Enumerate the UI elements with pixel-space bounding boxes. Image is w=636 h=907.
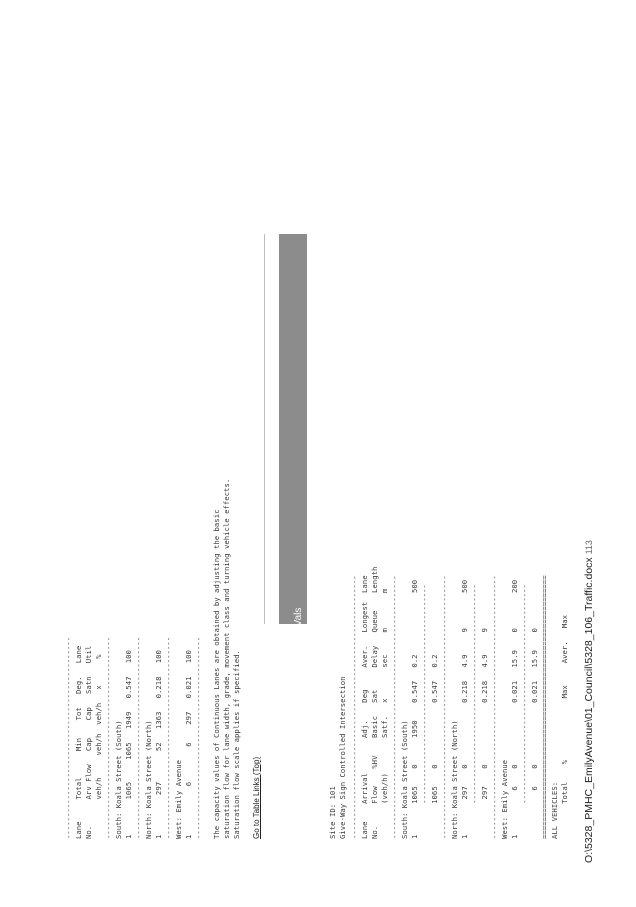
section-banner-text bbox=[281, 237, 305, 837]
page-footer bbox=[583, 540, 595, 863]
section-banner bbox=[279, 234, 307, 839]
lane-use-capacity-table: ---------------------------------------------- Lane Total Min Tot Deg. Lane No. Arv Flow Cap Cap Satn Util veh/h veh/h veh/h x % ---------------------------------------------- South: Koala Street (South) 1 1065 1065 1949 0.547 100 ---------------------------------------------- North: Koala Street (North) 1 297 52 1363 0.218 100 ---------------------------------------------- West: Emily Avenue 1 6 6 297 0.021 100 ---------------------------------------------- bbox=[64, 636, 203, 839]
section-site: Site: Emily Road PM 2039 Not Developed GHDVals bbox=[293, 607, 304, 837]
section-divider bbox=[264, 234, 265, 624]
section-title: Lane, Approach and Intersection Performance bbox=[281, 632, 292, 837]
document-path: O:\5328_PMHC_EmilyAvenue\01_Council\5328_106_Traffic.docx bbox=[583, 557, 595, 863]
lane-performance-table: ------------------------------------------------------------ Lane Arrival Adj. Deg Aver. Longest Lane No. Flow %HV Basic Sat Delay Queue Length (veh/h) Satf. x sec m m ------------------------------------------------------------ South: Koala Street (South) 1 1065 0 1950 0.547 0.2 500 -------------------------------------------------- 1065 0 0.547 0.2 ------------------------------------------------------------ North: Koala Street (North) 1 297 0 0.218 4.9 9 500 -------------------------------------------------- 297 0 0.218 4.9 9 ------------------------------------------------------------ West: Emily Avenue 1 6 0 0.021 15.9 0 200 -------------------------------------------------- 6 0 0.021 15.9 0 ============================================================ ALL VEHICLES: Total % Max Aver. Max bbox=[350, 566, 569, 839]
page-number: 113 bbox=[584, 540, 594, 555]
capacity-note: The capacity values of Continuous Lanes are obtained by adjusting the basic saturation flow for lane width, grade, movement class and turning vehicle effects. Saturation flow scale applies if specified. bbox=[212, 478, 241, 839]
go-to-table-links-top-link[interactable]: Go to Table Links (Top) bbox=[252, 756, 261, 839]
site-info: Site ID: 101 Give-Way Sign Controlled Intersection bbox=[328, 676, 347, 839]
